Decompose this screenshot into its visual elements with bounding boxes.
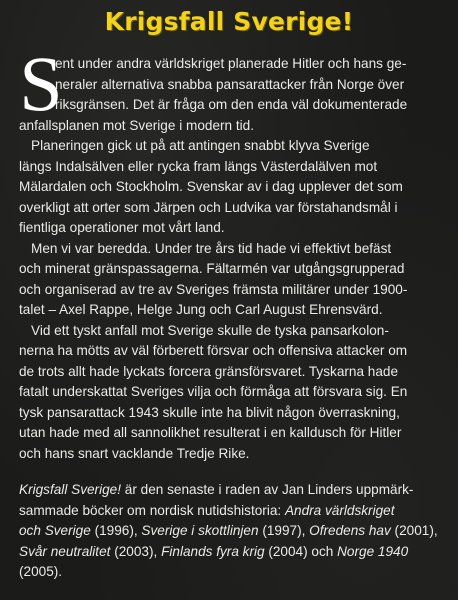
- footer-text: sammade böcker om nordisk nutidshistoria:: [19, 502, 285, 518]
- book-title: Sverige i skottlinjen: [141, 523, 259, 538]
- footer-text: (1996),: [90, 523, 142, 538]
- article-line: ent under andra världskriget planerade Hitler och hans ge-: [55, 56, 407, 71]
- drop-cap: S: [19, 40, 63, 127]
- article-line: tysk pansarattack 1943 skulle inte ha blivit någon överraskning,: [19, 404, 400, 420]
- book-title: och Sverige: [19, 523, 91, 538]
- article-line: längs Indalsälven eller rycka fram längs Västerdalälven mot: [19, 158, 378, 174]
- article-line: overkligt att orter som Järpen och Ludvika var förstahandsmål i: [19, 199, 398, 215]
- footer-line: [19, 521, 447, 542]
- article-line: Planeringen gick ut på att antingen snabbt klyva Sverige: [31, 138, 370, 153]
- article-line: neraler alternativa snabba pansarattacker från Norge över: [55, 76, 405, 92]
- footer-text: är den senaste i raden av Jan Linders uppmärk-: [121, 482, 414, 497]
- footer-line: [19, 542, 447, 563]
- article-line: utan hade med all sannolikhet resulterat i en kalldusch för Hitler: [19, 425, 402, 440]
- footer-text: (2001),: [390, 523, 438, 538]
- book-title: Norge 1940: [337, 543, 409, 559]
- footer-line: [19, 480, 447, 501]
- article-line: Vid ett tyskt anfall mot Sverige skulle de tyska pansarkolon-: [31, 322, 389, 338]
- article-line: riksgränsen. Det är fråga om den enda väl dokumenterade: [55, 97, 408, 112]
- book-title: Svår neutralitet: [19, 543, 111, 559]
- footer-text: (2004) och: [264, 543, 338, 559]
- footer-text: (1997),: [258, 523, 310, 538]
- article-text: [19, 40, 447, 583]
- footer-text: (2005).: [19, 564, 63, 579]
- article-line: fatalt underskattat Sveriges vilja och förmåga att försvara sig. En: [19, 384, 408, 399]
- paragraph-gap: [19, 464, 447, 480]
- book-title: Andra världskriget: [284, 502, 395, 518]
- article-line: Men vi var beredda. Under tre års tid hade vi effektivt befäst: [31, 240, 392, 256]
- book-title: Finlands fyra krig: [161, 543, 265, 559]
- article-line: och hans snart vacklande Tredje Rike.: [19, 445, 250, 461]
- book-title: Krigsfall Sverige!: [19, 482, 121, 497]
- footer-line: [19, 562, 447, 583]
- article-line: nerna ha mötts av väl förberett försvar och offensiva attacker om: [19, 343, 408, 358]
- book-title: Ofredens hav: [309, 523, 391, 538]
- article-line: fientliga operationer mot vårt land.: [19, 220, 225, 235]
- article-line: talet – Axel Rappe, Helge Jung och Carl August Ehrensvärd.: [19, 302, 383, 317]
- footer-text: (2003),: [110, 543, 162, 559]
- page-title: Krigsfall Sverige!: [104, 7, 354, 36]
- article-line: Mälardalen och Stockholm. Svenskar av i dag upplever det som: [19, 179, 403, 194]
- article-line: och organiserad av tre av Sveriges främsta militärer under 1900-: [19, 281, 408, 297]
- article-line: de trots allt hade lyckats forcera gränsförsvaret. Tyskarna hade: [19, 363, 399, 379]
- article-line: anfallsplanen mot Sverige i modern tid.: [19, 117, 254, 133]
- footer-line: [19, 501, 447, 522]
- article-line: och minerat gränspassagerna. Fältarmén var utgångsgrupperad: [19, 261, 405, 276]
